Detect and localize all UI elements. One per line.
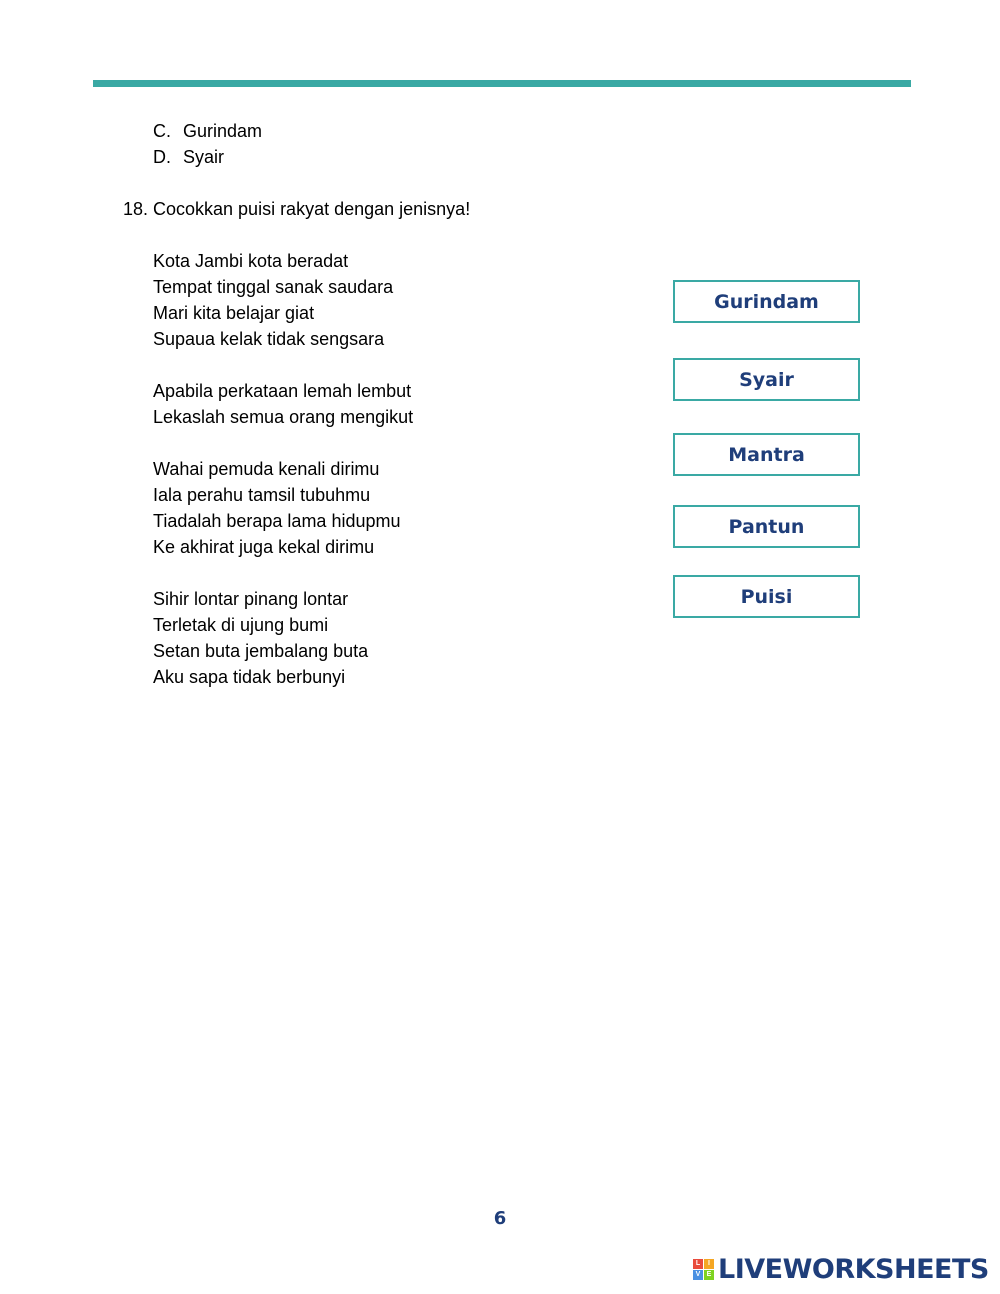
- logo-letter: V: [693, 1270, 703, 1280]
- answer-box-pantun[interactable]: Pantun: [673, 505, 860, 548]
- option-letter: D.: [153, 147, 171, 167]
- poem-1-line-1: Kota Jambi kota beradat: [153, 251, 349, 271]
- poem-1-line-4: Supaua kelak tidak sengsara: [153, 329, 385, 349]
- option-text: Syair: [183, 147, 225, 167]
- logo-letter: E: [704, 1270, 714, 1280]
- poem-2-line-2: Lekaslah semua orang mengikut: [153, 407, 414, 427]
- option-text: Gurindam: [183, 121, 263, 141]
- poem-3-line-1: Wahai pemuda kenali dirimu: [153, 459, 380, 479]
- answer-box-mantra[interactable]: Mantra: [673, 433, 860, 476]
- answer-box-gurindam[interactable]: Gurindam: [673, 280, 860, 323]
- poem-4-line-2: Terletak di ujung bumi: [153, 615, 329, 635]
- logo-letter: I: [704, 1259, 714, 1269]
- liveworksheets-logo-icon: [693, 1259, 714, 1280]
- option-d: [153, 144, 224, 170]
- top-rule: [93, 80, 911, 87]
- poem-4-line-1: Sihir lontar pinang lontar: [153, 589, 349, 609]
- poem-1-line-3: Mari kita belajar giat: [153, 303, 315, 323]
- liveworksheets-brand[interactable]: [693, 1252, 989, 1286]
- poem-4-line-3: Setan buta jembalang buta: [153, 641, 369, 661]
- poem-2-line-1: Apabila perkataan lemah lembut: [153, 381, 412, 401]
- question-number: 18.: [123, 199, 149, 219]
- poem-3-line-2: Iala perahu tamsil tubuhmu: [153, 485, 371, 505]
- poem-3-line-4: Ke akhirat juga kekal dirimu: [153, 537, 375, 557]
- poem-1-line-2: Tempat tinggal sanak saudara: [153, 277, 394, 297]
- answer-box-syair[interactable]: Syair: [673, 358, 860, 401]
- poem-3-line-3: Tiadalah berapa lama hidupmu: [153, 511, 401, 531]
- option-letter: C.: [153, 121, 171, 141]
- logo-letter: L: [693, 1259, 703, 1269]
- question-text: Cocokkan puisi rakyat dengan jenisnya!: [153, 199, 471, 219]
- question-18: [123, 196, 470, 222]
- poem-4-line-4: Aku sapa tidak berbunyi: [153, 667, 346, 687]
- page-number: 6: [493, 1208, 507, 1229]
- answer-box-puisi[interactable]: Puisi: [673, 575, 860, 618]
- brand-name: LIVEWORKSHEETS: [718, 1253, 989, 1285]
- option-c: [153, 118, 262, 144]
